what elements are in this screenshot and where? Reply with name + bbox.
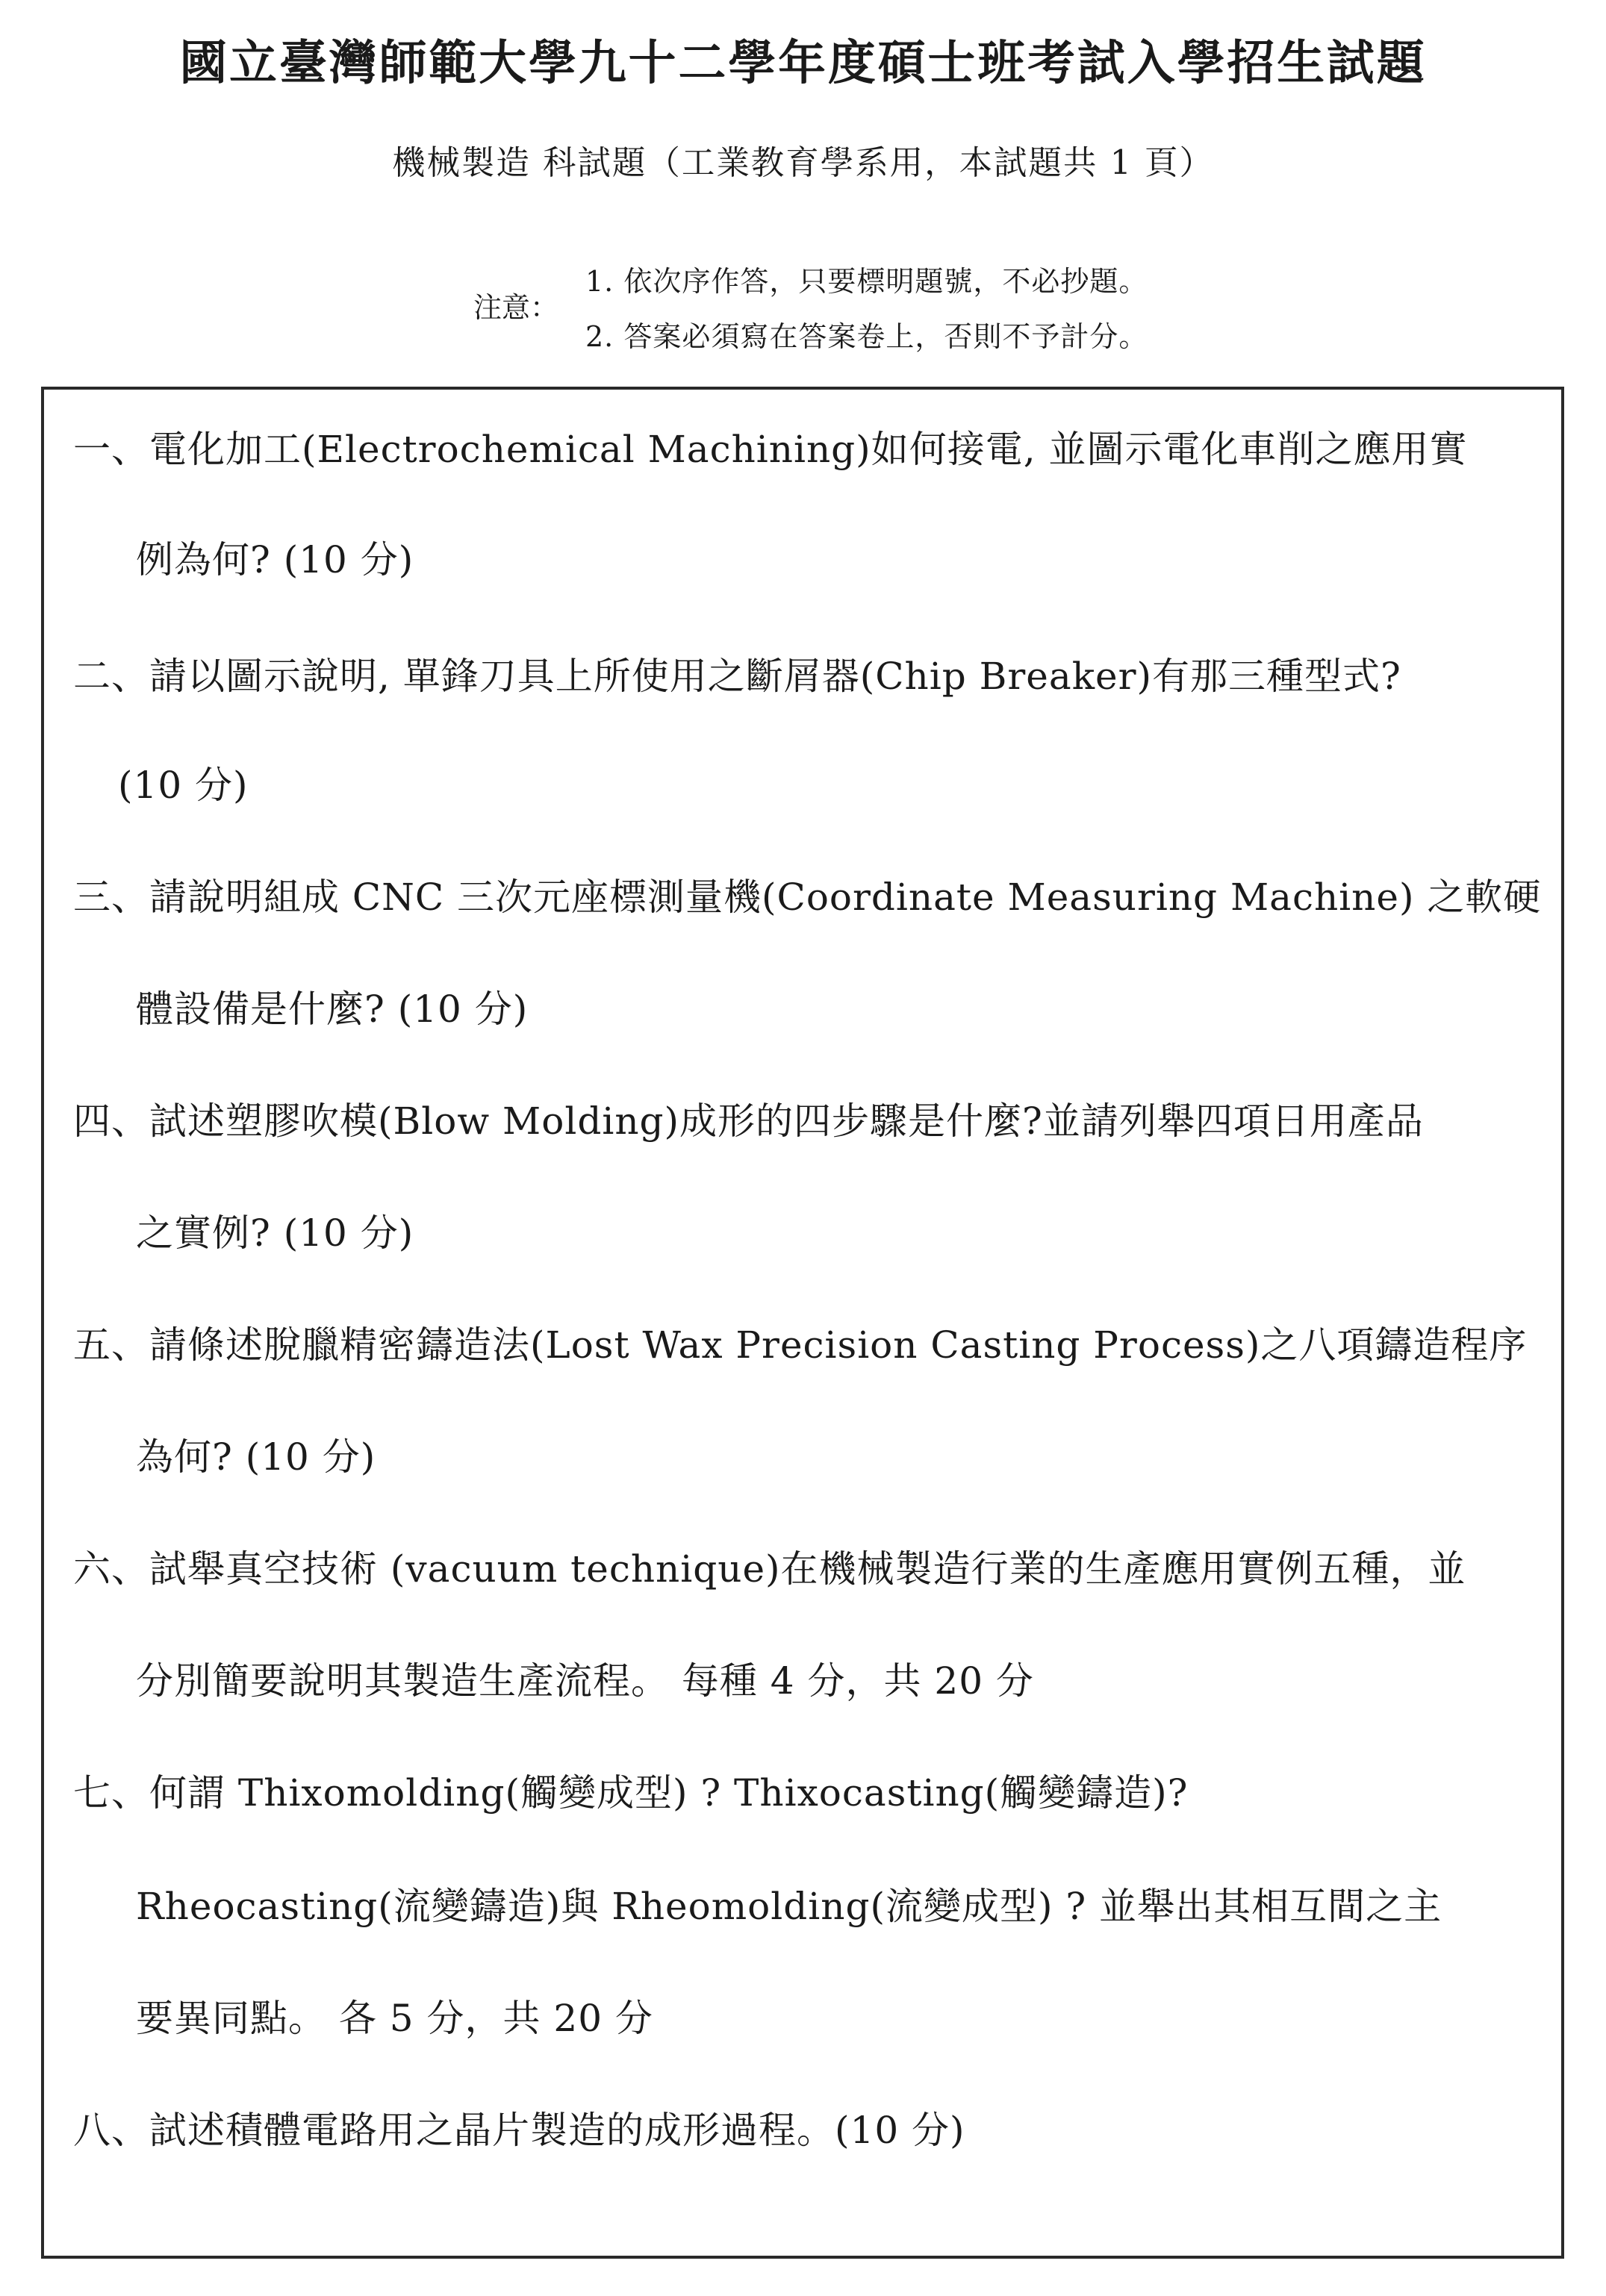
notice-item-2: 2. 答案必須寫在答案卷上，否則不予計分。 — [585, 320, 1148, 353]
question-7-line-3: 要異同點。 各 5 分，共 20 分 — [136, 1997, 653, 2040]
question-4-line-1: 四、試述塑膠吹模(Blow Molding)成形的四步驟是什麼?並請列舉四項日用產品 — [73, 1099, 1424, 1143]
question-8-line-1: 八、試述積體電路用之晶片製造的成形過程。(10 分) — [73, 2109, 965, 2152]
question-1-line-1: 一、電化加工(Electrochemical Machining)如何接電, 並圖示電化車削之應用實 — [73, 428, 1468, 471]
exam-subtitle: 機械製造 科試題（工業教育學系用，本試題共 1 頁） — [391, 144, 1214, 182]
question-1-line-2: 例為何? (10 分) — [136, 538, 414, 581]
question-2-line-1: 二、請以圖示說明, 單鋒刀具上所使用之斷屑器(Chip Breaker)有那三種型式? — [73, 655, 1401, 698]
question-6-line-1: 六、試舉真空技術 (vacuum technique)在機械製造行業的生產應用實例五種，並 — [73, 1547, 1466, 1591]
question-3-line-1: 三、請說明組成 CNC 三次元座標測量機(Coordinate Measuring Machine) 之軟硬 — [73, 876, 1542, 919]
notice-item-1: 1. 依次序作答，只要標明題號，不必抄題。 — [585, 265, 1148, 298]
question-5-line-1: 五、請條述脫臘精密鑄造法(Lost Wax Precision Casting Process)之八項鑄造程序 — [73, 1323, 1528, 1367]
notice-label: 注意： — [473, 291, 559, 324]
question-7-line-1: 七、何謂 Thixomolding(觸變成型) ? Thixocasting(觸變鑄造)? — [73, 1771, 1189, 1815]
question-2-line-2: (10 分) — [118, 764, 249, 807]
question-6-line-2: 分別簡要說明其製造生產流程。 每種 4 分，共 20 分 — [136, 1659, 1034, 1703]
question-3-line-2: 體設備是什麼? (10 分) — [136, 988, 529, 1031]
exam-title: 國立臺灣師範大學九十二學年度碩士班考試入學招生試題 — [179, 35, 1427, 91]
question-7-line-2: Rheocasting(流變鑄造)與 Rheomolding(流變成型) ? 並舉出其相互間之主 — [136, 1885, 1442, 1928]
question-4-line-2: 之實例? (10 分) — [136, 1211, 414, 1255]
question-5-line-2: 為何? (10 分) — [136, 1435, 376, 1479]
